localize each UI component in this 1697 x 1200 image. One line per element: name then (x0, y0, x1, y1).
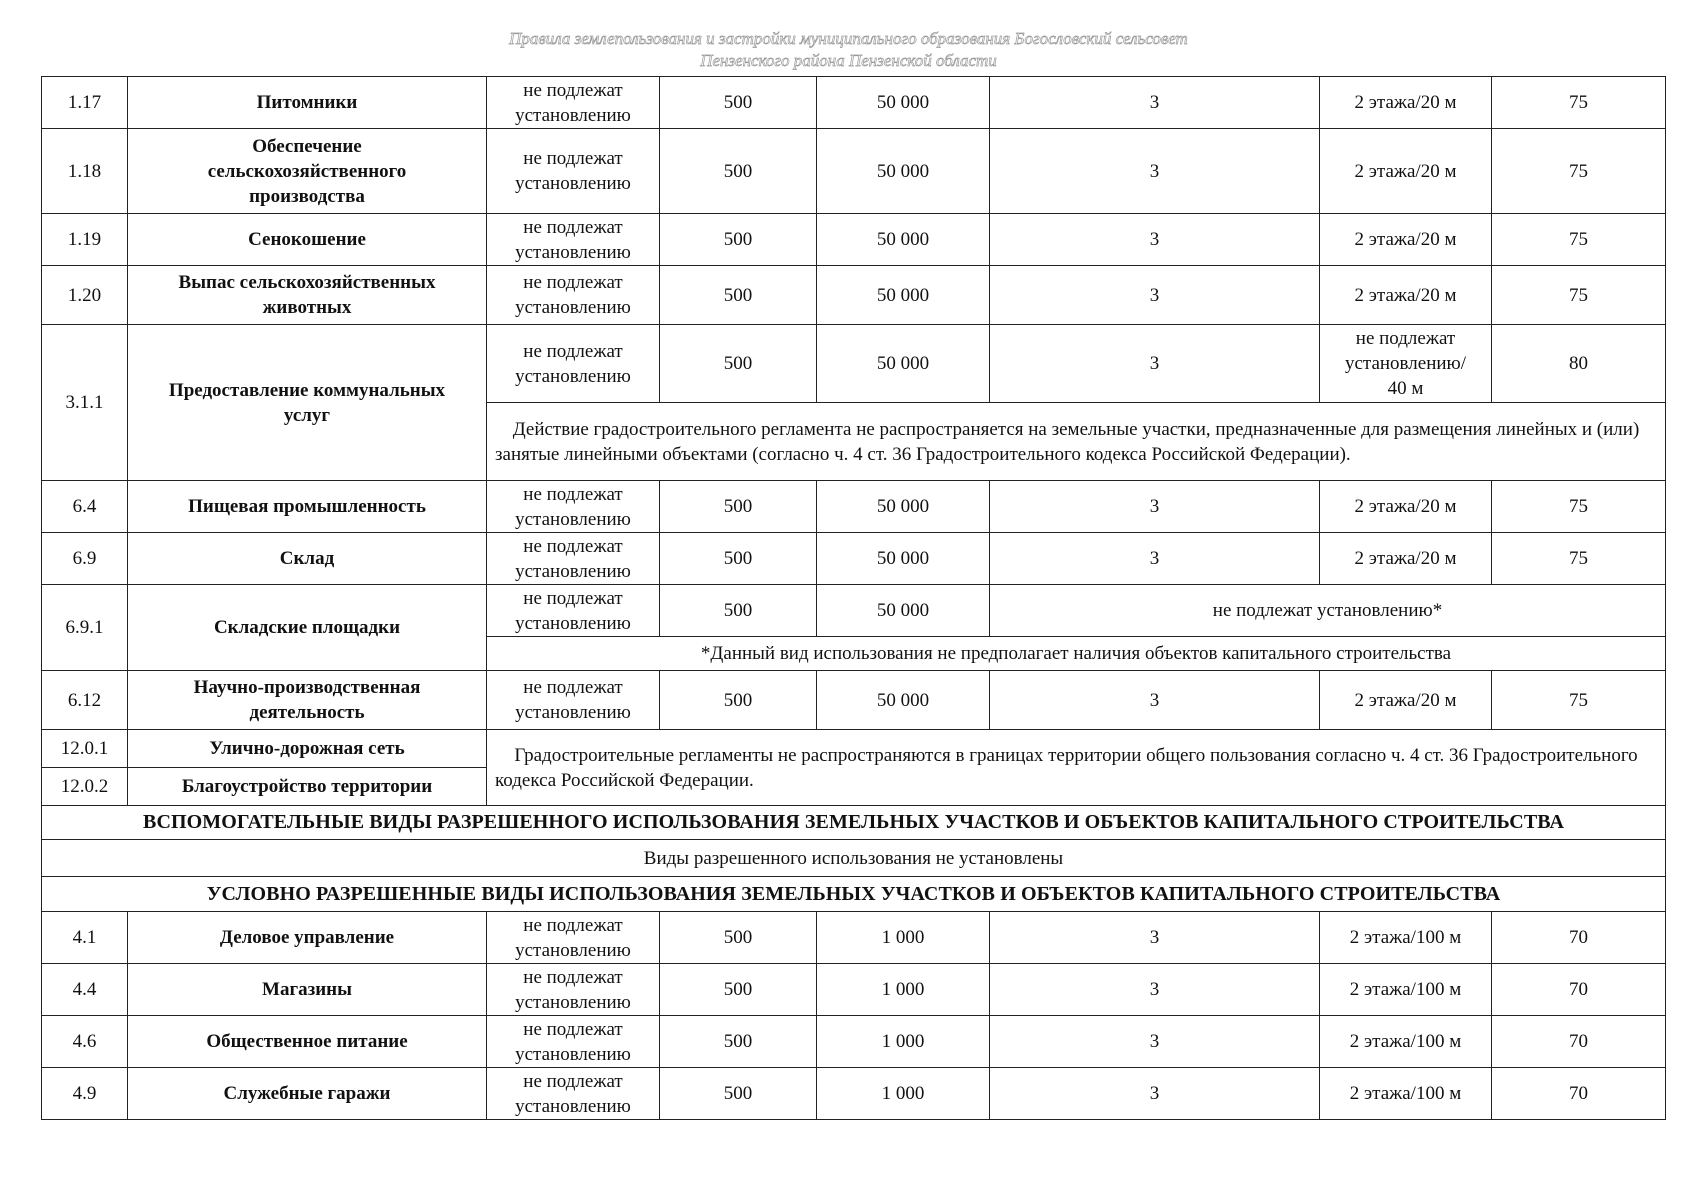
value-cell: 75 (1492, 481, 1666, 533)
table-row (42, 912, 1666, 964)
value-cell: 500 (660, 912, 817, 964)
ns-cell: не подлежат установлению (487, 585, 660, 637)
row-code: 3.1.1 (42, 325, 128, 481)
table-row (42, 671, 1666, 730)
value-cell: 500 (660, 585, 817, 637)
value-cell: 80 (1492, 325, 1666, 403)
row-code: 1.17 (42, 77, 128, 129)
value-cell: 500 (660, 129, 817, 214)
row-code: 6.12 (42, 671, 128, 730)
ns-cell: не подлежат установлению (487, 912, 660, 964)
row-name: Питомники (128, 77, 487, 129)
section-title-aux: ВСПОМОГАТЕЛЬНЫЕ ВИДЫ РАЗРЕШЕННОГО ИСПОЛЬЗОВАНИЯ ЗЕМЕЛЬНЫХ УЧАСТКОВ И ОБЪЕКТОВ КАПИТАЛЬНОГО СТРОИТЕЛЬСТВА (42, 806, 1666, 840)
table-row (42, 533, 1666, 585)
row-code: 12.0.1 (42, 730, 128, 768)
value-cell: 500 (660, 481, 817, 533)
value-cell: 2 этажа/20 м (1320, 671, 1492, 730)
value-cell: 2 этажа/20 м (1320, 214, 1492, 266)
value-cell: 3 (990, 129, 1320, 214)
value-cell: 500 (660, 964, 817, 1016)
row-name: Сенокошение (128, 214, 487, 266)
row-code: 6.4 (42, 481, 128, 533)
aux-none-text: Виды разрешенного использования не установлены (42, 840, 1666, 877)
row-name: Складские площадки (128, 585, 487, 671)
ns-cell: не подлежат установлению (487, 964, 660, 1016)
value-cell: 75 (1492, 671, 1666, 730)
value-cell: 50 000 (817, 129, 990, 214)
row-note: Действие градостроительного регламента не распространяется на земельные участки, предназначенные для размещения линейных и (или) занятые линейными объектами (согласно ч. 4 ст. 36 Градостроительного кодекса Российской Федерации). (487, 403, 1666, 481)
value-cell: 500 (660, 77, 817, 129)
value-cell: 1 000 (817, 912, 990, 964)
value-cell: 3 (990, 671, 1320, 730)
row-name: Пищевая промышленность (128, 481, 487, 533)
ns-cell: не подлежат установлению (487, 671, 660, 730)
value-cell: 70 (1492, 964, 1666, 1016)
table-row (42, 730, 1666, 768)
value-cell: 2 этажа/20 м (1320, 481, 1492, 533)
header-line-2: Пензенского района Пензенской области (700, 51, 997, 70)
value-cell: 50 000 (817, 533, 990, 585)
value-cell: 3 (990, 77, 1320, 129)
table-row (42, 214, 1666, 266)
value-cell: 50 000 (817, 671, 990, 730)
value-cell: 1 000 (817, 1068, 990, 1120)
value-cell: 500 (660, 325, 817, 403)
row-name: Деловое управление (128, 912, 487, 964)
value-cell: 3 (990, 481, 1320, 533)
value-cell: 3 (990, 1068, 1320, 1120)
row-name: Обеспечение сельскохозяйственного производства (128, 129, 487, 214)
row-code: 4.6 (42, 1016, 128, 1068)
value-cell: 75 (1492, 129, 1666, 214)
value-cell: 500 (660, 266, 817, 325)
ns-cell: не подлежат установлению (487, 214, 660, 266)
value-cell: 70 (1492, 1068, 1666, 1120)
value-cell: 50 000 (817, 585, 990, 637)
value-cell: 2 этажа/100 м (1320, 964, 1492, 1016)
table-row (42, 325, 1666, 403)
value-cell: 50 000 (817, 325, 990, 403)
value-cell: 50 000 (817, 214, 990, 266)
value-cell: 3 (990, 533, 1320, 585)
row-code: 4.1 (42, 912, 128, 964)
value-cell: 2 этажа/20 м (1320, 533, 1492, 585)
row-name: Склад (128, 533, 487, 585)
value-cell: 3 (990, 912, 1320, 964)
section-title-conditional: УСЛОВНО РАЗРЕШЕННЫЕ ВИДЫ ИСПОЛЬЗОВАНИЯ ЗЕМЕЛЬНЫХ УЧАСТКОВ И ОБЪЕКТОВ КАПИТАЛЬНОГО СТРОИТЕЛЬСТВА (42, 877, 1666, 912)
row-name: Предоставление коммунальных услуг (128, 325, 487, 481)
value-cell: 3 (990, 214, 1320, 266)
value-cell: 2 этажа/100 м (1320, 1016, 1492, 1068)
row-name: Общественное питание (128, 1016, 487, 1068)
row-code: 1.18 (42, 129, 128, 214)
row-code: 12.0.2 (42, 768, 128, 806)
table-row (42, 1068, 1666, 1120)
document-header (0, 28, 1697, 72)
value-cell: 500 (660, 1016, 817, 1068)
row-name: Магазины (128, 964, 487, 1016)
regulations-table (41, 76, 1666, 1120)
section-row (42, 806, 1666, 840)
row-name: Выпас сельскохозяйственных животных (128, 266, 487, 325)
ns-cell: не подлежат установлению (487, 1016, 660, 1068)
row-code: 1.19 (42, 214, 128, 266)
ns-cell: не подлежат установлению (487, 77, 660, 129)
value-cell: 2 этажа/100 м (1320, 1068, 1492, 1120)
value-cell: 3 (990, 964, 1320, 1016)
value-cell: 500 (660, 1068, 817, 1120)
value-cell: 2 этажа/20 м (1320, 77, 1492, 129)
row-name: Служебные гаражи (128, 1068, 487, 1120)
value-cell: 3 (990, 1016, 1320, 1068)
row-name: Улично-дорожная сеть (128, 730, 487, 768)
ns-cell: не подлежат установлению (487, 266, 660, 325)
value-cell: 50 000 (817, 266, 990, 325)
value-cell: не подлежат установлению/ 40 м (1320, 325, 1492, 403)
merged-value-cell: не подлежат установлению* (990, 585, 1666, 637)
value-cell: 500 (660, 214, 817, 266)
shared-note: Градостроительные регламенты не распространяются в границах территории общего пользования согласно ч. 4 ст. 36 Градостроительного кодекса Российской Федерации. (487, 730, 1666, 806)
ns-cell: не подлежат установлению (487, 533, 660, 585)
row-code: 1.20 (42, 266, 128, 325)
table-row (42, 964, 1666, 1016)
ns-cell: не подлежат установлению (487, 1068, 660, 1120)
row-code: 6.9 (42, 533, 128, 585)
table-row (42, 585, 1666, 637)
table-row (42, 1016, 1666, 1068)
value-cell: 75 (1492, 214, 1666, 266)
value-cell: 1 000 (817, 964, 990, 1016)
value-cell: 1 000 (817, 1016, 990, 1068)
header-line-1: Правила землепользования и застройки муниципального образования Богословский сельсовет (509, 29, 1188, 48)
table-row (42, 840, 1666, 877)
row-code: 6.9.1 (42, 585, 128, 671)
table-row (42, 266, 1666, 325)
ns-cell: не подлежат установлению (487, 129, 660, 214)
value-cell: 75 (1492, 77, 1666, 129)
row-name: Научно-производственная деятельность (128, 671, 487, 730)
value-cell: 2 этажа/20 м (1320, 129, 1492, 214)
row-note: *Данный вид использования не предполагает наличия объектов капитального строительства (487, 637, 1666, 671)
value-cell: 50 000 (817, 481, 990, 533)
value-cell: 2 этажа/100 м (1320, 912, 1492, 964)
ns-cell: не подлежат установлению (487, 325, 660, 403)
row-code: 4.9 (42, 1068, 128, 1120)
value-cell: 3 (990, 325, 1320, 403)
table-row (42, 77, 1666, 129)
section-row (42, 877, 1666, 912)
value-cell: 2 этажа/20 м (1320, 266, 1492, 325)
value-cell: 75 (1492, 266, 1666, 325)
value-cell: 50 000 (817, 77, 990, 129)
ns-cell: не подлежат установлению (487, 481, 660, 533)
table-row (42, 129, 1666, 214)
row-code: 4.4 (42, 964, 128, 1016)
value-cell: 70 (1492, 912, 1666, 964)
value-cell: 70 (1492, 1016, 1666, 1068)
value-cell: 75 (1492, 533, 1666, 585)
value-cell: 3 (990, 266, 1320, 325)
row-name: Благоустройство территории (128, 768, 487, 806)
value-cell: 500 (660, 671, 817, 730)
table-row (42, 481, 1666, 533)
value-cell: 500 (660, 533, 817, 585)
